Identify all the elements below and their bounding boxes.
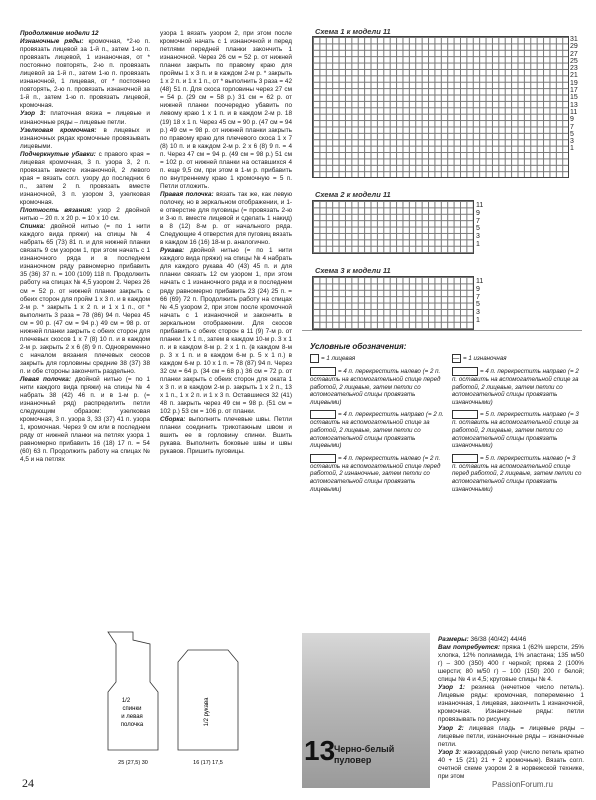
page-number: 24 (22, 776, 34, 790)
model-name: Черно-белый пуловер (334, 744, 395, 765)
col1-heading: Плотность вязания: (20, 207, 98, 215)
col1-text: двойной нитью (= по 1 нити каждого вида пряжи) на спицы № 4 набрать 65 (73) 81 п. и для нижней планки связать 9 см узором 1, при этом начать с 1 изнаночного ряда и в последнем изнаночном ряду равномерно прибавить 35 (36) 37 п. = 100 (109) 118 п. Продолжить работу на спицах № 4,5 узором 2. Через 26 см = 52 р. от нижней планки закрыть с обеих сторон для пройм 1 x 3 п. и в каждом 2-м р. * закрыть 1 x 2 п. и 1 x 1 п., от * выполнить 3 раза = 78 (86) 94 п. Через 45 см = 90 р. (47 см = 94 р.) 49 см = 98 р. от нижней планки закрыть с обеих сторон для плечевых скосов 1 x 7 (8) 10 п. и в каждом 2-м р. закрыть 2 x 6 (8) 9 п. Одновременно с началом вязания плечевых скосов закрыть для горловины средние 38 (37) 38 п. и обе стороны закончить раздельно. (20, 223, 150, 375)
col1-paragraph (20, 127, 150, 151)
legend-text: = 5 п. перекрестить направо (= 3 п. оставить на вспомогательной спице за работой, 2 лицевые, затем петли со вспомогательной спицы провязать изнаночными) (452, 411, 579, 450)
row-number: 13 (570, 101, 578, 109)
scheme-1-title: Схема 1 к модели 11 (315, 27, 391, 36)
col1-text: в лицевых и изнаночных рядах кромочные провязывать лицевыми. (20, 126, 150, 150)
legend-item (310, 410, 445, 449)
col2-text: узора 1 вязать узором 2, при этом после кромочной начать с 1 изнаночной и перед петлями передней планки закончить 1 изнаночной. Через 26 см = 52 р. от нижней планки закрыть по правому краю для проймы 1 x 3 п. и в каждом 2-м р. * закрыть 1 x 2 п. и 1 x 1 п., от * выполнить 3 раза = 42 (48) 51 п. Для скоса горловины через 27 см = 54 р. (29 см = 58 р.) 31 см = 62 р. от нижней планки поочередно убавить по левому краю 1 x 1 п. и в каждом 2-м р. 18 (19) 18 x 1 п. Через 45 см = 90 р. (47 см = 94 р.) 49 см = 98 р. от нижней планки закрыть по правому краю для плечевого скоса 1 x 7 (8) 10 п. и в каждом 2-м р. 2 x 6 (8) 9 п. = 4 п. Через 47 см = 94 р. (49 см = 98 р.) 51 см = 102 р. от нижней планки на оставшихся 4 п. еще 9,5 см, при этом в 1-м р. прибавить по внутреннему краю 1 кромочную = 5 п. Петли отложить. (160, 30, 292, 190)
col1-paragraph (20, 376, 150, 465)
legend-symbol-icon (310, 454, 336, 463)
col1-heading: Подчеркнутые убавки: (20, 150, 99, 158)
legend-text: = 1 лицевая (321, 355, 356, 363)
legend-symbol-icon (452, 454, 478, 463)
row-number: 3 (570, 138, 574, 146)
measure-bottom: 25 (27,5) 30 (118, 760, 148, 766)
col2-heading: Сборка: (160, 416, 189, 424)
col3-heading: Размеры: (438, 636, 471, 643)
scheme-3-row-numbers (476, 278, 483, 325)
row-number: 9 (476, 285, 480, 293)
row-number: 5 (570, 130, 574, 138)
col2-paragraph (160, 30, 292, 191)
row-number: 19 (570, 79, 578, 87)
footer-watermark: PassionForum.ru (492, 780, 553, 789)
col1-text: узор 2 двойной нитью – 20 п. x 20 р. = 10 x 10 см. (20, 207, 150, 223)
col2-text: двойной нитью (= по 1 нити каждого вида пряжи) на спицы № 4 набрать для каждого рукава 40 (43) 45 п. и для планки связать 12 см узором 1, при этом начать с 1 изнаночного ряда и в последнем ряду равномерно прибавить 23 (24) 25 п. = 66 (69) 72 п. Продолжить работу на спицах № 4,5 узором 2, при этом после кромочной начать с 1 изнаночной и закончить в зеркальном отображении. Для скосов прибавить с обеих сторон в 11 (9) 7-м р. от планки 1 x 1 п., затем в каждом 10-м р. 3 x 1 п. и в каждом 8-м р. 2 x 1 п. (в каждом 8-м р. 3 x 1 п. и в каждом 6-м р. 5 x 1 п.) в каждом 6-м р. 10 x 1 п. = 78 (87) 94 п. Через 32 см = 64 р. (34 см = 68 р.) 36 см = 72 р. от планки закрыть с обеих сторон для оката 1 x 3 п. и в каждом 2-м р. закрыть 1 x 2 п., 13 x 1 п., 1 x 2 п. и 1 x 3 п. Оставшиеся 32 (41) 48 п. закрыть через 49 см = 98 р. (51 см = 102 р.) 53 см = 106 р. от планки. (160, 247, 292, 416)
row-number: 9 (570, 116, 574, 124)
legend-symbol-icon (310, 354, 319, 363)
col2-paragraph (160, 191, 292, 247)
col3-text: резинка (нечетное число петель). Лицевые ряды: кромочная, попеременно 1 изнаночная, 1 лицевая, закончить 1 изнаночной, кромочная. Изнаночные ряды: петли провязывать по рисунку. (438, 684, 584, 724)
col1-paragraph (20, 110, 150, 126)
row-number: 3 (476, 309, 480, 317)
col1-text: с правого края = лицевая кромочная, 3 п. узора 3, 2 п. провязать вместе изнаночной, 2 левого края = вязать согл. узору до последних 6 п., затем 2 п. провязать вместе изнаночной, 3 п. узором 3, узелковая кромочная. (20, 150, 150, 206)
piece1-label-3: и левая (121, 714, 143, 720)
col3-heading: Вам потребуется: (438, 644, 503, 652)
col3-heading: Узор 2: (438, 724, 469, 732)
scheme-2-row-numbers (476, 202, 483, 249)
piece2-label: 1/2 рукава (204, 697, 210, 727)
row-number: 17 (570, 87, 578, 95)
col3-text: 36/38 (40/42) 44/46 (470, 636, 527, 643)
row-number: 7 (476, 293, 480, 301)
col1-paragraph (20, 223, 150, 376)
col1-heading: Узелковая кромочная: (20, 126, 104, 134)
scheme-3-grid (312, 276, 474, 330)
col2-paragraph (160, 247, 292, 416)
col3-text: жаккардовый узор (число петель кратно 40 + 15 (21) 21 + 2 кромочные). Вязать согл. счетной схеме узором 2 в норвежской технике, при этом (438, 748, 584, 780)
row-number: 15 (570, 94, 578, 102)
legend-item (452, 410, 582, 449)
text-column-3 (438, 636, 584, 781)
col3-heading: Узор 1: (438, 684, 472, 692)
col1-text: двойной нитью (= по 1 нити каждого вида пряжи) на спицы № 4 набрать 38 (42) 46 п. и в 1-м р. (= изнаночный ряд) распределить петли следующим образом: узелковая кромочная, 3 п. узора 3, 33 (37) 41 п. узора 1, кромочная. Через 9 см или в последнем ряду от нижней планки на петлях узора 1 равномерно прибавить 16 (18) 17 п. = 54 (60) 63 п. Продолжить работу на спицах № 4,5 и на петлях (20, 376, 150, 464)
col3-paragraph (438, 636, 584, 644)
row-number: 21 (570, 72, 578, 80)
col1-heading: Изнаночные ряды: (20, 38, 89, 46)
col1-heading: Продолжение модели 12 (20, 30, 99, 37)
row-number: 25 (570, 57, 578, 65)
col1-text: платочная вязка = лицевые и изнаночные ряды – лицевые петли. (20, 110, 150, 126)
col2-heading: Рукава: (160, 247, 190, 255)
row-number: 11 (570, 108, 578, 116)
piece1-label-1: 1/2 (121, 698, 131, 704)
scheme-3-title: Схема 3 к модели 11 (315, 266, 391, 275)
legend-symbol-icon (310, 410, 336, 419)
row-number: 11 (476, 278, 484, 285)
legend-text: = 4 п. перекрестить налево (= 2 п. оставить на вспомогательной спице перед работой, 2 лицевые, затем петли со вспомогательной спицы провязать лицевыми) (310, 368, 441, 406)
col1-heading: Спинка: (20, 223, 51, 231)
col3-text: пряжа 1 (62% шерсти, 25% хлопка, 12% полиамида, 1% эластана; 135 м/50 г) – 300 (350) 400 г черной; пряжа 2 (100% шерсти; 80 м/50 г) – 100 (150) 200 г белой; спицы № 4 и 4,5; круговые спицы № 4. (438, 644, 584, 684)
text-column-1 (20, 30, 150, 465)
row-number: 5 (476, 301, 480, 309)
col3-text: лицевая гладь = лицевые ряды – лицевые петли, изнаночные ряды – изнаночные петли. (438, 724, 584, 748)
col2-heading: Правая полочка: (160, 190, 217, 198)
col2-paragraph (160, 416, 292, 456)
col1-paragraph (20, 38, 150, 110)
row-number: 1 (570, 145, 574, 153)
piece1-label-2: спинки (122, 706, 142, 712)
legend-symbol-icon (452, 367, 478, 376)
legend-item (310, 367, 445, 406)
text-column-2 (160, 30, 292, 456)
row-number: 7 (476, 217, 480, 225)
row-number: 9 (476, 209, 480, 217)
row-number: 5 (476, 225, 480, 233)
col2-text: выполнить плечевые швы. Петли планки соединить трикотажным швом и вшить ее в горловину спинки. Вшить рукава. Выполнить боковые швы и швы рукавов. Пришить пуговицы. (160, 416, 292, 456)
scheme-1-row-numbers (570, 36, 578, 153)
legend-text: = 5 п. перекрестить налево (= 3 п. оставить на вспомогательной спице перед работой, 2 лицевые, затем петли со вспомогательной спицы провязать изнаночными) (452, 454, 582, 493)
legend-item (452, 454, 582, 493)
legend-text: = 1 изнаночная (463, 355, 507, 363)
col3-heading: Узор 3: (438, 748, 464, 756)
legend-item (452, 367, 582, 406)
row-number: 23 (570, 65, 578, 73)
row-number: 31 (570, 36, 578, 43)
row-number: 7 (570, 123, 574, 131)
col3-paragraph (438, 749, 584, 781)
row-number: 29 (570, 43, 578, 51)
col1-paragraph (20, 151, 150, 207)
piece1-label-4: полочка (120, 722, 144, 728)
scheme-2-title: Схема 2 к модели 11 (315, 190, 391, 199)
model-number: 13 (304, 735, 336, 766)
legend-item (310, 454, 445, 493)
col1-paragraph (20, 30, 150, 38)
legend-symbol-icon: — (453, 355, 460, 362)
row-number: 1 (476, 316, 480, 324)
legend-symbol-icon (310, 367, 336, 376)
legend-item (310, 354, 445, 363)
col1-heading: Узор 3: (20, 110, 51, 118)
col1-text: кромочная, *2-ю п. провязать лицевой за 1-й п., затем 1-ю п. провязать лицевой, 1 изнаночная, от * постоянно повторять, 2-ю п. провязать лицевой за 1-й п., затем 1-ю п. провязать изнаночной, 1 лицевая, от * постоянно повторять, 2-ю п. провязать изнаночной за 1-й п., затем 1-ю п. провязать лицевой, кромочная. (20, 38, 150, 110)
col3-paragraph (438, 725, 584, 749)
legend-item (452, 354, 582, 363)
row-number: 3 (476, 233, 480, 241)
col2-text: вязать так же, как левую полочку, но в зеркальном отображении, и 1-е отверстие для пуговицы (= провязать 2-ю и 3-ю п. вместе лицевой и сделать 1 накид) в 8 (12) 8-м р. от начального ряда. Следующие 4 отверстия для пуговиц вязать в каждом 16 (16) 18-м р. аналогично. (160, 190, 292, 247)
row-number: 11 (476, 202, 484, 209)
legend-left-column (310, 354, 445, 497)
scheme-1-grid (312, 36, 569, 178)
legend-text: = 4 п. перекрестить налево (= 2 п. оставить на вспомогательной спице перед работой, 2 изнаночные, затем петли со вспомогательной спицы провязать лицевыми) (310, 454, 441, 493)
pattern-diagram (88, 622, 298, 772)
row-number: 27 (570, 50, 578, 58)
col1-paragraph (20, 207, 150, 223)
col1-heading: Левая полочка: (20, 376, 75, 384)
row-number: 1 (476, 240, 480, 248)
measure-bottom-2: 16 (17) 17,5 (193, 760, 223, 766)
legend-right-column (452, 354, 582, 497)
col3-paragraph (438, 684, 584, 724)
legend-title: Условные обозначения: (310, 342, 407, 351)
legend-text: = 4 п. перекрестить направо (= 2 п. оставить на вспомогательной спице за работой, 2 лицевые, затем петли со вспомогательной спицы провязать изнаночными) (452, 368, 579, 406)
col3-paragraph (438, 644, 584, 684)
scheme-2-grid (312, 200, 474, 254)
legend-text: = 4 п. перекрестить направо (= 2 п. оставить на вспомогательной спице за работой, 2 лицевые, затем петли со вспомогательной спицы провязать лицевыми) (310, 411, 444, 450)
legend-symbol-icon (452, 410, 478, 419)
